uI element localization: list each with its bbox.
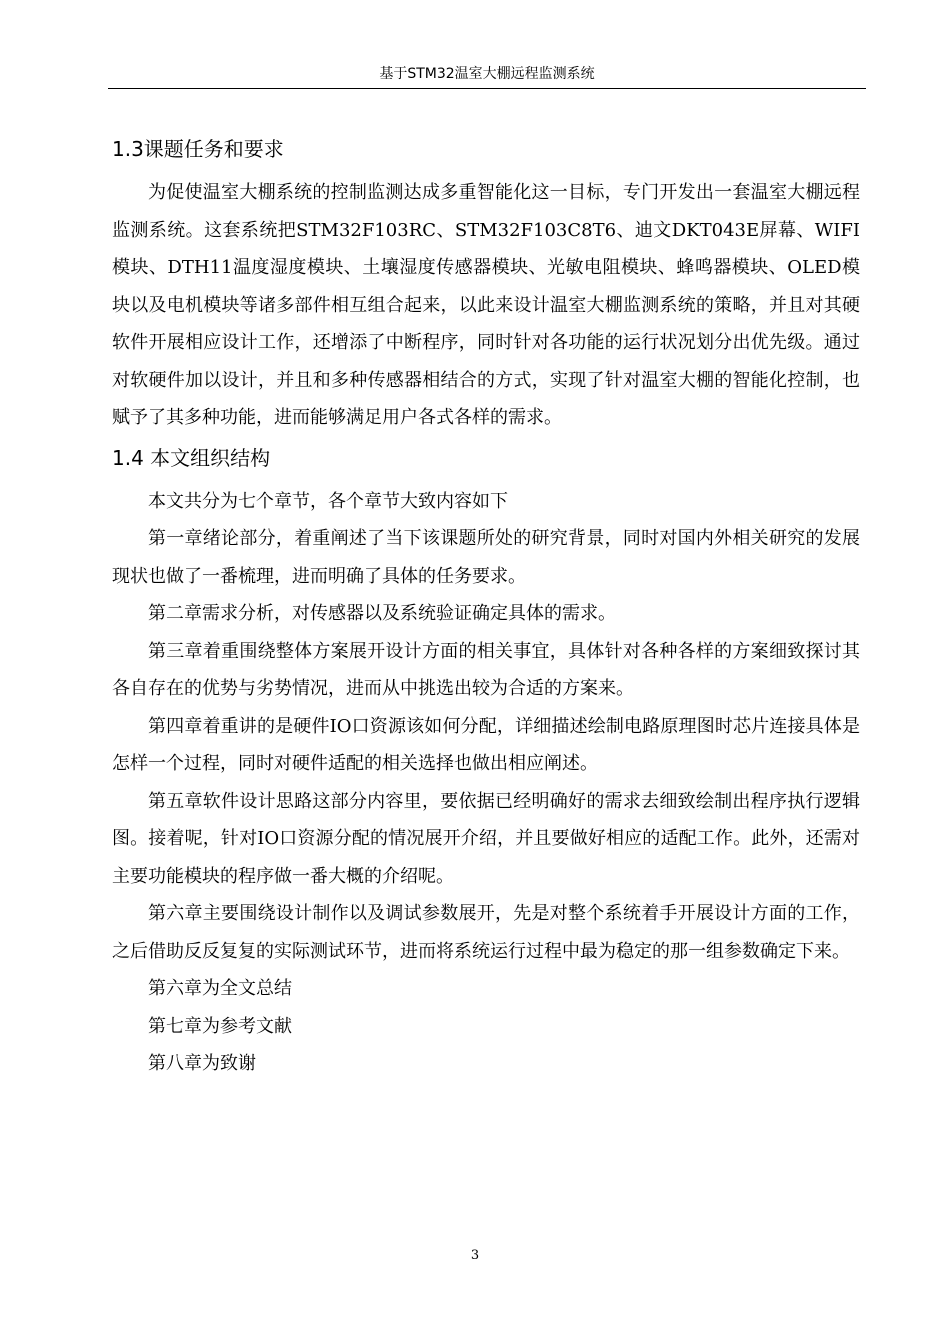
paragraph-chapter-6: 第六章主要围绕设计制作以及调试参数展开，先是对整个系统着手开展设计方面的工作，之后借助反反复复的实际测试环节，进而将系统运行过程中最为稳定的那一组参数确定下来。 [112,903,860,962]
running-header: 基于STM32温室大棚远程监测系统 [108,62,866,89]
paragraph-chapter-5: 第五章软件设计思路这部分内容里，要依据已经明确好的需求去细致绘制出程序执行逻辑图。接着呢，针对IO口资源分配的情况展开介绍，并且要做好相应的适配工作。此外，还需对主要功能模块的程序做一番大概的介绍呢。 [112,790,860,887]
section-heading-1-4: 1.4 本文组织结构 [112,445,271,470]
paragraph-chapter-1: 第一章绪论部分，着重阐述了当下该课题所处的研究背景，同时对国内外相关研究的发展现状也做了一番梳理，进而明确了具体的任务要求。 [112,528,860,587]
paragraph-chapter-2: 第二章需求分析，对传感器以及系统验证确定具体的需求。 [148,603,616,624]
paragraph-references: 第七章为参考文献 [148,1015,292,1037]
paragraph-acknowledgements: 第八章为致谢 [148,1053,256,1074]
paragraph-chapter-3: 第三章着重围绕整体方案展开设计方面的相关事宜，具体针对各种各样的方案细致探讨其各自存在的优势与劣势情况，进而从中挑选出较为合适的方案来。 [112,640,860,699]
section-heading-1-3: 1.3课题任务和要求 [112,137,284,161]
document-body [112,130,860,1083]
paragraph: 为促使温室大棚系统的控制监测达成多重智能化这一目标，专门开发出一套温室大棚远程监测系统。这套系统把STM32F103RC、STM32F103C8T6、迪文DKT043E屏幕、WIFI模块、DTH11温度湿度模块、土壤湿度传感器模块、光敏电阻模块、蜂鸣器模块、OLED模块以及电机模块等诸多部件相互组合起来，以此来设计温室大棚监测系统的策略，并且对其硬软件开展相应设计工作，还增添了中断程序，同时针对各功能的运行状况划分出优先级。通过对软硬件加以设计，并且和多种传感器相结合的方式，实现了针对温室大棚的智能化控制，也赋予了其多种功能，进而能够满足用户各式各样的需求。 [112,182,860,428]
page-number: 3 [470,1248,480,1263]
paragraph-chapter-4: 第四章着重讲的是硬件IO口资源该如何分配，详细描述绘制电路原理图时芯片连接具体是怎样一个过程，同时对硬件适配的相关选择也做出相应阐述。 [112,715,860,774]
paragraph-summary: 第六章为全文总结 [148,978,292,999]
paragraph: 本文共分为七个章节，各个章节大致内容如下 [148,490,508,512]
